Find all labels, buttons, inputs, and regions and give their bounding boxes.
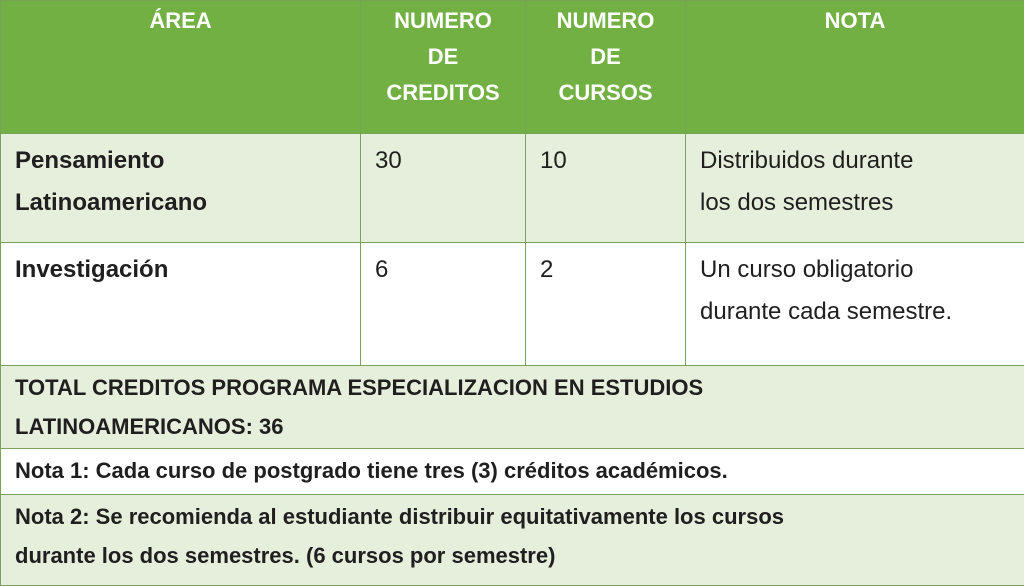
note1-text: Nota 1: Cada curso de postgrado tiene tres (3) créditos académicos. — [15, 451, 1010, 490]
note2-row — [1, 495, 1024, 586]
row-nota-line: los dos semestres — [700, 182, 1010, 224]
row-cursos-cell — [526, 134, 686, 243]
row-nota-line: durante cada semestre. — [700, 291, 1010, 333]
header-cursos — [526, 1, 686, 134]
row-creditos-cell — [361, 134, 526, 243]
row-nota-cell — [686, 134, 1024, 243]
note1-row — [1, 449, 1024, 495]
header-nota — [686, 1, 1024, 134]
row-creditos-value: 6 — [375, 249, 511, 291]
row-creditos-value: 30 — [375, 140, 511, 182]
note2-line: durante los dos semestres. (6 cursos por semestre) — [15, 536, 1010, 575]
row-creditos-cell — [361, 243, 526, 366]
row-cursos-value: 10 — [540, 140, 671, 182]
header-creditos-line: NUMERO — [361, 3, 525, 39]
row-area-cell — [1, 243, 361, 366]
header-creditos-line: CREDITOS — [361, 75, 525, 111]
table-header-row — [1, 1, 1024, 134]
total-line: LATINOAMERICANOS: 36 — [15, 407, 1010, 446]
table-row — [1, 243, 1024, 366]
note2-cell — [1, 495, 1024, 586]
row-nota-line: Un curso obligatorio — [700, 249, 1010, 291]
header-cursos-line: DE — [526, 39, 685, 75]
header-creditos-line: DE — [361, 39, 525, 75]
row-cursos-cell — [526, 243, 686, 366]
header-area — [1, 1, 361, 134]
note2-line: Nota 2: Se recomienda al estudiante distribuir equitativamente los cursos — [15, 497, 1010, 536]
header-nota-label: NOTA — [686, 3, 1024, 39]
total-row — [1, 366, 1024, 449]
row-nota-cell — [686, 243, 1024, 366]
header-area-label: ÁREA — [1, 3, 360, 39]
row-area-line: Pensamiento — [15, 140, 346, 182]
row-area-cell — [1, 134, 361, 243]
row-area-line: Investigación — [15, 249, 346, 291]
row-area-line: Latinoamericano — [15, 182, 346, 224]
header-cursos-line: CURSOS — [526, 75, 685, 111]
header-cursos-line: NUMERO — [526, 3, 685, 39]
row-cursos-value: 2 — [540, 249, 671, 291]
header-creditos — [361, 1, 526, 134]
note1-cell — [1, 449, 1024, 495]
table-row — [1, 134, 1024, 243]
row-nota-line: Distribuidos durante — [700, 140, 1010, 182]
total-line: TOTAL CREDITOS PROGRAMA ESPECIALIZACION EN ESTUDIOS — [15, 368, 1010, 407]
total-credits-cell — [1, 366, 1024, 449]
